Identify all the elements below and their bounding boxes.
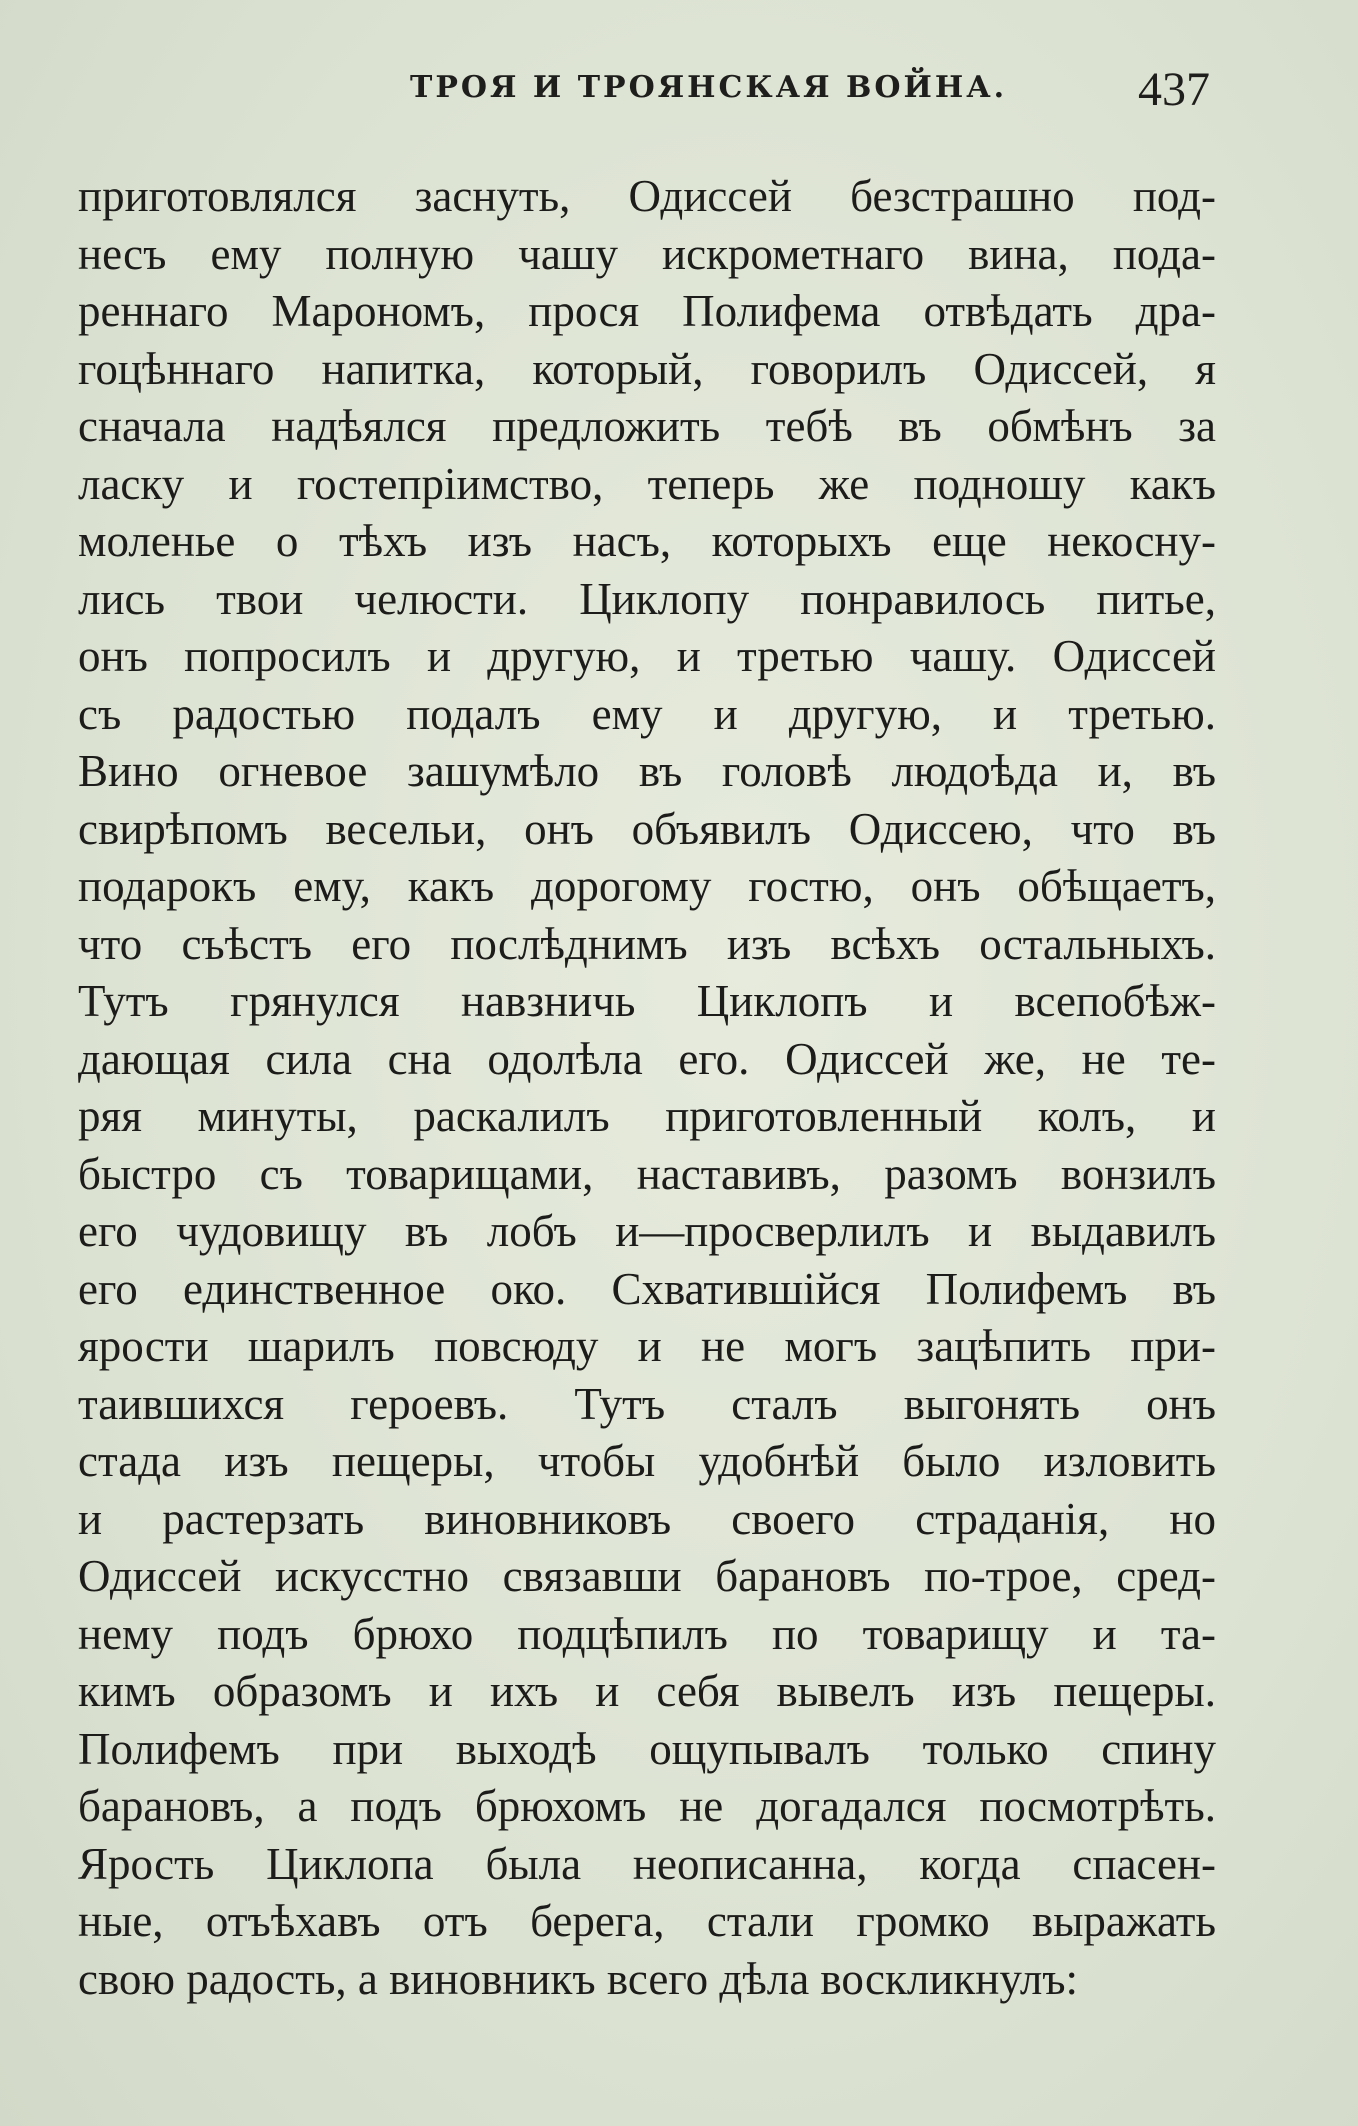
text-line: кимъ образомъ и ихъ и себя вывелъ изъ пещеры. (78, 1666, 1216, 1716)
text-line: ные, отъѣхавъ отъ берега, стали громко выражать (78, 1896, 1216, 1946)
text-line: моленье о тѣхъ изъ насъ, которыхъ еще некосну- (78, 516, 1216, 566)
body-text (78, 168, 1216, 2008)
text-line: таившихся героевъ. Тутъ сталъ выгонять онъ (78, 1378, 1216, 1429)
text-line: его чудовищу въ лобъ и—просверлилъ и выдавилъ (78, 1206, 1216, 1256)
text-line: гоцѣннаго напитка, который, говорилъ Одиссей, я (78, 343, 1216, 394)
text-line: Тутъ грянулся навзничь Циклопъ и всепобѣж- (78, 976, 1216, 1026)
text-line: дающая сила сна одолѣла его. Одиссей же, не те- (78, 1033, 1216, 1084)
text-line: ряя минуты, раскалилъ приготовленный колъ, и (78, 1091, 1216, 1141)
text-line: съ радостью подалъ ему и другую, и третью. (78, 688, 1216, 739)
text-line: сначала надѣялся предложить тебѣ въ обмѣнъ за (78, 401, 1216, 451)
text-line: ярости шарилъ повсюду и не могъ зацѣпить при- (78, 1321, 1216, 1371)
running-title: ТРОЯ И ТРОЯНСКАЯ ВОЙНА. (410, 70, 1008, 105)
text-line: Вино огневое зашумѣло въ головѣ людоѣда и, въ (78, 746, 1216, 796)
text-line: приготовлялся заснуть, Одиссей безстрашно под- (78, 171, 1216, 221)
text-line: барановъ, а подъ брюхомъ не догадался посмотрѣть. (78, 1781, 1216, 1831)
text-line: что съѣстъ его послѣднимъ изъ всѣхъ остальныхъ. (78, 918, 1216, 969)
text-line: реннаго Марономъ, прося Полифема отвѣдать дра- (78, 286, 1216, 336)
text-line: лись твои челюсти. Циклопу понравилось питье, (78, 573, 1216, 624)
page-number: 437 (1138, 63, 1210, 116)
text-line: быстро съ товарищами, наставивъ, разомъ вонзилъ (78, 1148, 1216, 1199)
text-line: его единственное око. Схватившійся Полифемъ въ (78, 1263, 1216, 1314)
text-line: свою радость, а виновникъ всего дѣла воскликнулъ: (78, 1953, 1079, 2004)
text-line: Полифемъ при выходѣ ощупывалъ только спину (78, 1723, 1216, 1774)
text-line: Ярость Циклопа была неописанна, когда спасен- (78, 1838, 1216, 1889)
text-line: онъ попросилъ и другую, и третью чашу. Одиссей (78, 631, 1216, 681)
text-line: Одиссей искусстно связавши барановъ по-трое, сред- (78, 1551, 1216, 1601)
text-line: стада изъ пещеры, чтобы удобнѣй было изловить (78, 1436, 1216, 1486)
text-line: ласку и гостепріимство, теперь же подношу какъ (78, 458, 1216, 509)
text-line: и растерзать виновниковъ своего страданія, но (78, 1493, 1216, 1544)
text-line: несъ ему полную чашу искрометнаго вина, пода- (78, 228, 1216, 279)
text-line: подарокъ ему, какъ дорогому гостю, онъ обѣщаетъ, (78, 861, 1216, 911)
text-line: нему подъ брюхо подцѣпилъ по товарищу и та- (78, 1608, 1216, 1659)
text-line: свирѣпомъ весельи, онъ объявилъ Одиссею, что въ (78, 803, 1216, 854)
